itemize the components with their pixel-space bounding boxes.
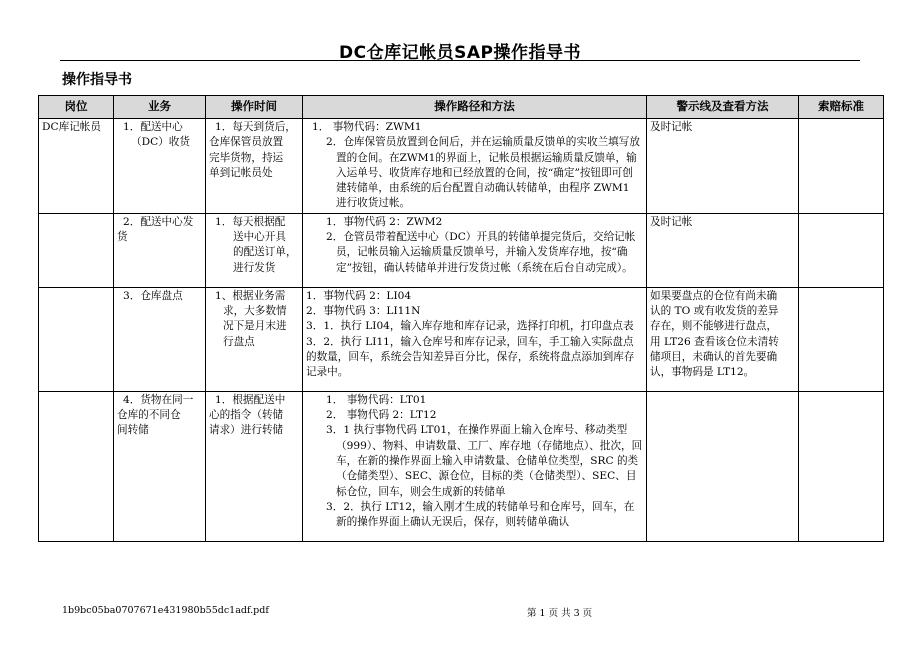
header-warning: 警示线及查看方法 <box>647 96 799 119</box>
table-row <box>39 213 884 287</box>
cell-claim <box>799 287 884 391</box>
cell-time: 1．每天到货后， 仓库保管员放置 完毕货物，持运 单到记帐员处 <box>206 119 303 214</box>
cell-method: 1．事物代码 2：ZWM2 2．仓管员带着配送中心（DC）开具的转储单提完货后，交给记帐员，记帐员输入运输质量反馈单号，并输入发货库存地，按“确定”按钮，确认转储单并进行发货过帐（系统在后台自动完成）。 <box>303 213 647 287</box>
table-row <box>39 287 884 391</box>
cell-warning <box>647 391 799 541</box>
table-row <box>39 391 884 541</box>
cell-position <box>39 287 114 391</box>
header-position: 岗位 <box>39 96 114 119</box>
cell-time: 1．根据配送中 心的指令（转储 请求）进行转储 <box>206 391 303 541</box>
header-method: 操作路径和方法 <box>303 96 647 119</box>
cell-business: 4．货物在同一 仓库的不同仓 间转储 <box>114 391 206 541</box>
cell-method: 1． 事物代码：ZWM1 2．仓库保管员放置到仓间后，并在运输质量反馈单的实收兰填写放置的仓间。在ZWM1的界面上，记帐员根据运输质量反馈单，输入运单号、收货库存地和已经放置的仓间，按“确定”按钮即可创建转储单，由系统的后台配置自动确认转储单，由程序 ZWM1 进行收货过帐。 <box>303 119 647 214</box>
table-row <box>39 119 884 214</box>
header-time: 操作时间 <box>206 96 303 119</box>
cell-claim <box>799 391 884 541</box>
cell-business: 2．配送中心发 货 <box>114 213 206 287</box>
header-claim: 索赔标准 <box>799 96 884 119</box>
cell-claim <box>799 119 884 214</box>
title-underline <box>60 60 860 61</box>
cell-claim <box>799 213 884 287</box>
cell-warning: 及时记帐 <box>647 119 799 214</box>
footer-page-number: 第 1 页 共 3 页 <box>527 608 593 619</box>
cell-time: 1．每天根据配 送中心开具 的配送订单， 进行发货 <box>206 213 303 287</box>
cell-method: 1． 事物代码：LT01 2． 事物代码 2：LT12 3．1 执行事物代码 LT01，在操作界面上输入仓库号、移动类型（999）、物料、申请数量、工厂、库存地（存储地点）、批次，回车，在新的操作界面上输入申请数量、仓储单位类型，SRC 的类（仓储类型）、SEC、源仓位，目标的类（仓储类型）、SEC、目标仓位，回车，则会生成新的转储单 3．2．执行 LT12，输入刚才生成的转储单号和仓库号，回车，在新的操作界面上确认无误后，保存，则转储单确认 <box>303 391 647 541</box>
footer-filename: 1b9bc05ba0707671e431980b55dc1adf.pdf <box>62 605 269 616</box>
cell-method: 1．事物代码 2：LI04 2．事物代码 3：LI11N 3．1．执行 LI04，输入库存地和库存记录，选择打印机，打印盘点表 3．2．执行 LI11，输入仓库号和库存记录，回车，手工输入实际盘点的数量，回车，系统会告知差异百分比，保存，系统将盘点添加到库存记录中。 <box>303 287 647 391</box>
section-heading: 操作指导书 <box>62 72 132 88</box>
cell-business: 3．仓库盘点 <box>114 287 206 391</box>
cell-position <box>39 213 114 287</box>
cell-position <box>39 391 114 541</box>
header-business: 业务 <box>114 96 206 119</box>
table-header-row <box>39 96 884 119</box>
cell-warning: 如果要盘点的仓位有尚未确 认的 TO 或有收发货的差异 存在，则不能够进行盘点， 用 LT26 查看该仓位未清转 储项目，未确认的首先要确 认，事物码是 LT12。 <box>647 287 799 391</box>
cell-business: 1．配送中心 （DC）收货 <box>114 119 206 214</box>
operation-guide-table <box>38 95 884 542</box>
cell-warning: 及时记帐 <box>647 213 799 287</box>
document-title: DC仓库记帐员SAP操作指导书 <box>339 43 581 63</box>
cell-time: 1、根据业务需 求，大多数情 况下是月末进 行盘点 <box>206 287 303 391</box>
cell-position: DC库记帐员 <box>39 119 114 214</box>
